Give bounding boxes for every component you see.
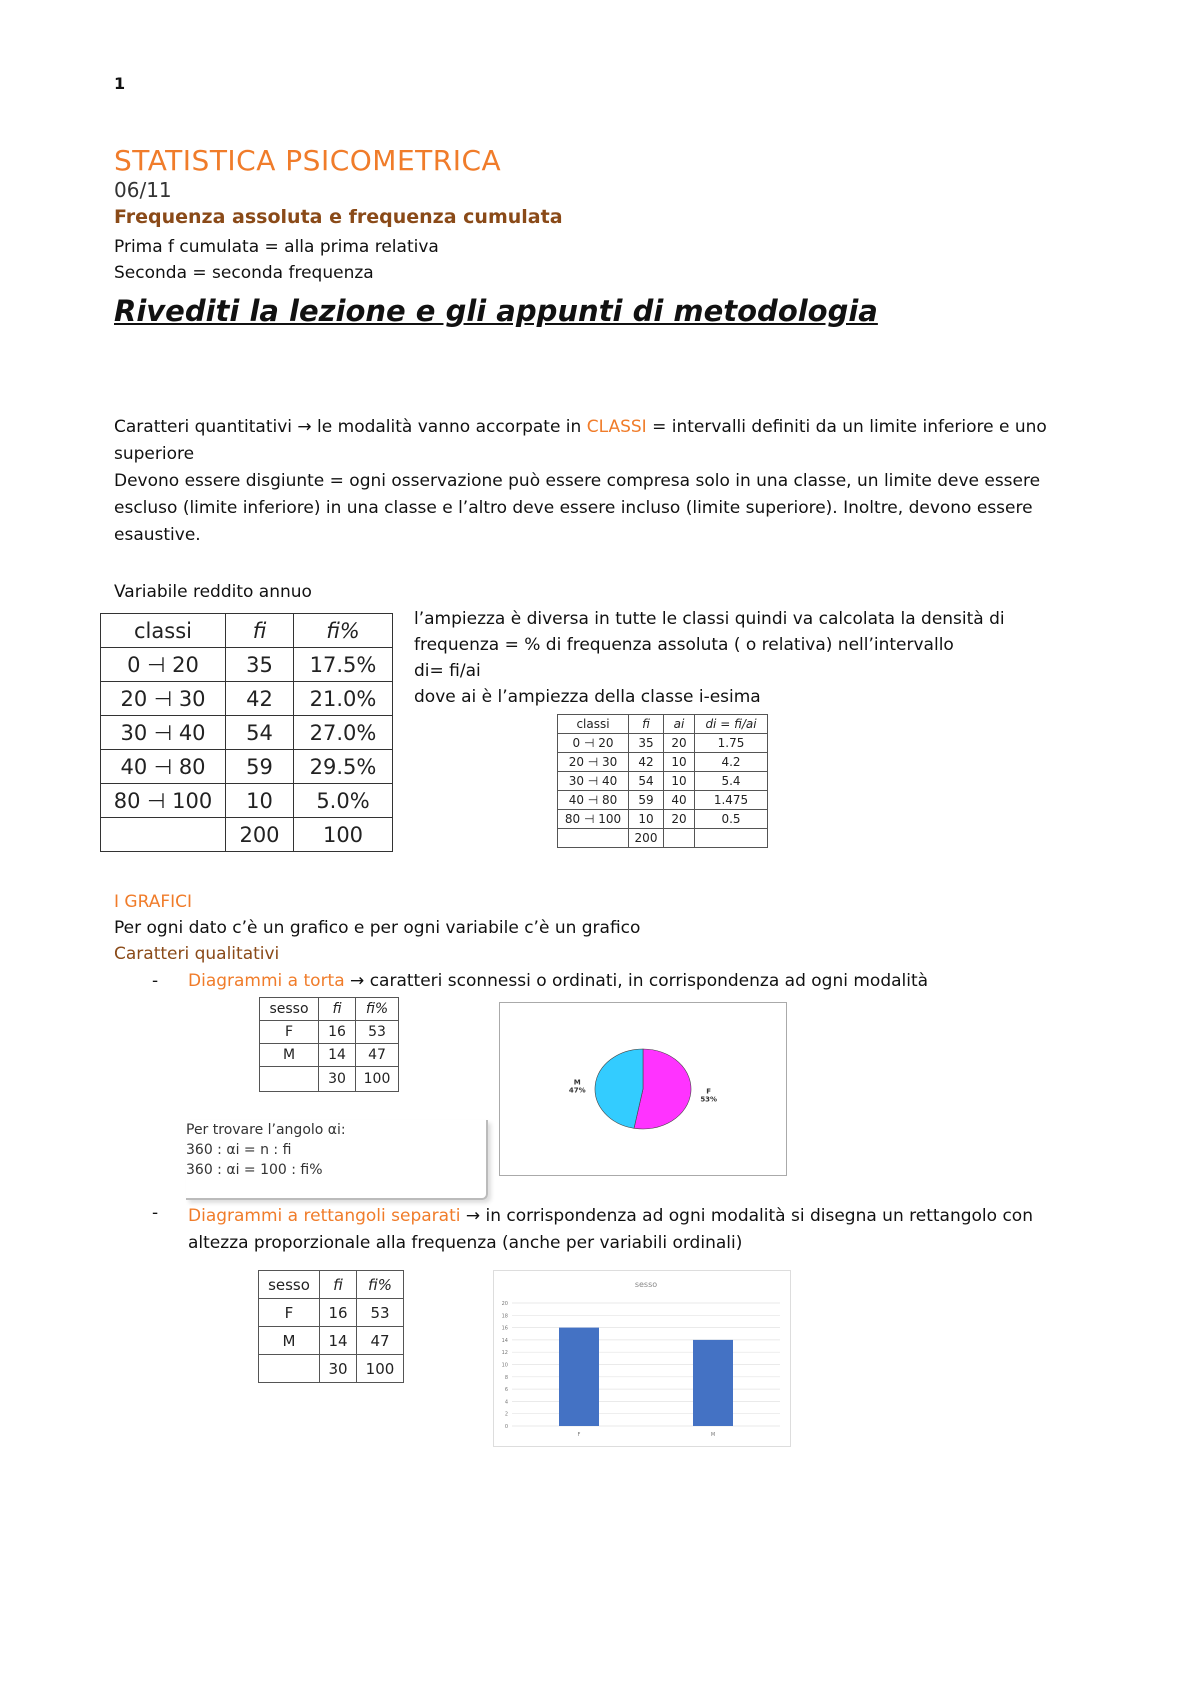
sex-frequency-table-bar [258,1270,404,1383]
classi-highlight: CLASSI [586,417,647,437]
table-header: fi [319,998,356,1021]
table-row [558,810,768,829]
bar-chart [494,1271,790,1446]
y-tick-label: 14 [501,1337,508,1344]
table-row [101,648,393,682]
table-cell: 16 [319,1021,356,1044]
table-cell: M [260,1044,319,1067]
table-cell: 10 [664,753,695,772]
table-cell: 29.5% [294,750,393,784]
table-row-total [259,1355,404,1383]
table-cell: 0 ⊣ 20 [558,734,629,753]
density-table [557,714,768,848]
table-cell: 30 [320,1355,357,1383]
bar-chart-frame [493,1270,791,1447]
table-cell: 20 ⊣ 30 [101,682,226,716]
table-cell: 47 [357,1327,404,1355]
table-cell: 80 ⊣ 100 [558,810,629,829]
paragraph-classes [114,414,1074,468]
table-cell: 35 [629,734,664,753]
table-header: fi% [356,998,399,1021]
table-cell: 14 [319,1044,356,1067]
table-cell: 42 [629,753,664,772]
table-cell: 30 ⊣ 40 [101,716,226,750]
density-line-3: di= fi/ai [414,661,481,681]
y-tick-label: 16 [501,1325,508,1332]
table-cell: 5.0% [294,784,393,818]
table-cell [101,818,226,852]
x-tick-label: F [577,1432,581,1438]
note-line-2: Seconda = seconda frequenza [114,263,374,283]
table-cell: 100 [356,1067,399,1092]
table-cell: 80 ⊣ 100 [101,784,226,818]
y-tick-label: 20 [501,1301,508,1307]
table-row [259,1299,404,1327]
table-header: sesso [260,998,319,1021]
y-tick-label: 10 [501,1362,508,1369]
table-row-total [101,818,393,852]
bar-chart-title: sesso [634,1280,658,1289]
density-explanation [414,606,1114,710]
grafici-heading: I GRAFICI [114,892,193,912]
bar-f [559,1328,599,1426]
bullet-bars-text: → in corrispondenza ad ogni modalità si disegna un rettangolo con altezza proporzionale alla frequenza (anche per variabili ordinali) [188,1206,1033,1253]
formula-line-3: 360 : αi = 100 : fi% [186,1162,323,1178]
table-row [558,753,768,772]
table-header: fi [629,715,664,734]
pie-chart-frame [499,1002,787,1176]
table-cell: 1.75 [695,734,768,753]
para-text-post: = intervalli definiti da un limite inferiore e uno superiore [114,417,1047,464]
note-line-1: Prima f cumulata = alla prima relativa [114,237,439,257]
table-cell [558,829,629,848]
pie-chart [500,1003,786,1175]
table-row-total [260,1067,399,1092]
table-cell: 53 [357,1299,404,1327]
y-tick-label: 12 [501,1350,508,1357]
table-cell: 0.5 [695,810,768,829]
table-cell: 100 [357,1355,404,1383]
table-header: ai [664,715,695,734]
table-cell: 200 [226,818,294,852]
bullet-bars-label: Diagrammi a rettangoli separati [188,1206,461,1226]
table-cell: 16 [320,1299,357,1327]
y-tick-label: 2 [504,1411,508,1418]
y-tick-label: 8 [504,1374,508,1381]
table-row [259,1327,404,1355]
density-line-4: dove ai è l’ampiezza della classe i-esima [414,687,761,707]
table-cell: 40 ⊣ 80 [558,791,629,810]
table-cell: 20 [664,810,695,829]
table-cell: F [259,1299,320,1327]
table-row [101,784,393,818]
table-cell: 10 [664,772,695,791]
pie-slice-m [595,1049,643,1128]
table-cell: 20 [664,734,695,753]
table-row [260,1021,399,1044]
table-cell: 17.5% [294,648,393,682]
bullet-bars [188,1203,1088,1257]
table-header: fi [320,1271,357,1299]
table-cell: 30 [319,1067,356,1092]
paragraph-disjoint: Devono essere disgiunte = ogni osservazione può essere compresa solo in una classe, un limite deve essere escluso (limite inferiore) in una classe e l’altro deve essere incluso (limite superiore). Inoltre, devono essere esaustive. [114,471,1041,545]
formula-line-2: 360 : αi = n : fi [186,1142,292,1158]
table-cell: 27.0% [294,716,393,750]
table-cell: 47 [356,1044,399,1067]
bullet-dash: - [152,971,159,991]
table-cell: 4.2 [695,753,768,772]
table-header: di = fi/ai [695,715,768,734]
bullet-pie-text: → caratteri sconnessi o ordinati, in corrispondenza ad ogni modalità [344,971,929,991]
table-header: classi [101,614,226,648]
table-cell: 200 [629,829,664,848]
table-cell [695,829,768,848]
table-row [558,772,768,791]
bullet-pie [188,971,1088,991]
frequency-table [100,613,393,852]
table-cell: 20 ⊣ 30 [558,753,629,772]
table-cell: 5.4 [695,772,768,791]
subtitle: Frequenza assoluta e frequenza cumulata [114,206,563,228]
table-row [558,791,768,810]
table-header: classi [558,715,629,734]
table-cell: 40 ⊣ 80 [101,750,226,784]
y-tick-label: 0 [504,1424,508,1430]
bullet-pie-label: Diagrammi a torta [188,971,345,991]
qualitativi-heading: Caratteri qualitativi [114,944,280,964]
table-row [101,682,393,716]
y-tick-label: 18 [501,1313,508,1320]
table-cell: 54 [629,772,664,791]
density-line-2: frequenza = % di frequenza assoluta ( o relativa) nell’intervallo [414,635,954,655]
table-cell [259,1355,320,1383]
table-header: sesso [259,1271,320,1299]
x-tick-label: M [710,1432,716,1438]
angle-formula-box [186,1120,488,1200]
table-row [101,750,393,784]
sex-frequency-table-pie [259,997,399,1092]
table-cell: 59 [629,791,664,810]
formula-line-1: Per trovare l’angolo αi: [186,1122,346,1138]
table-cell: 40 [664,791,695,810]
table-header: fi [226,614,294,648]
table-cell: 35 [226,648,294,682]
page-number: 1 [114,74,126,93]
table-cell: 10 [226,784,294,818]
table-row-total [558,829,768,848]
pie-label-m: M 47% [568,1078,586,1095]
table-cell: F [260,1021,319,1044]
table-row [260,1044,399,1067]
para-text-pre: Caratteri quantitativi → le modalità vanno accorpate in [114,417,587,437]
density-line-1: l’ampiezza è diversa in tutte le classi quindi va calcolata la densità di [414,609,1005,629]
table-cell: 100 [294,818,393,852]
table-cell: 59 [226,750,294,784]
bar-m [693,1340,733,1426]
table-cell: 54 [226,716,294,750]
page-title: STATISTICA PSICOMETRICA [114,144,502,177]
big-title: Rivediti la lezione e gli appunti di metodologia [114,294,878,328]
table-cell: 14 [320,1327,357,1355]
pie-label-f: F 53% [700,1087,718,1104]
table-cell [664,829,695,848]
table-row [101,716,393,750]
bullet-dash: - [152,1203,159,1223]
table-header: fi% [294,614,393,648]
table-cell: 0 ⊣ 20 [101,648,226,682]
table-cell: 21.0% [294,682,393,716]
table-cell: 10 [629,810,664,829]
grafici-line: Per ogni dato c’è un grafico e per ogni variabile c’è un grafico [114,918,641,938]
table-cell: 1.475 [695,791,768,810]
variable-label: Variabile reddito annuo [114,582,312,602]
table-cell: 42 [226,682,294,716]
date: 06/11 [114,178,172,202]
y-tick-label: 6 [504,1387,508,1394]
table-cell: 53 [356,1021,399,1044]
table-header: fi% [357,1271,404,1299]
table-cell: 30 ⊣ 40 [558,772,629,791]
table-cell [260,1067,319,1092]
table-row [558,734,768,753]
table-cell: M [259,1327,320,1355]
y-tick-label: 4 [504,1399,508,1406]
